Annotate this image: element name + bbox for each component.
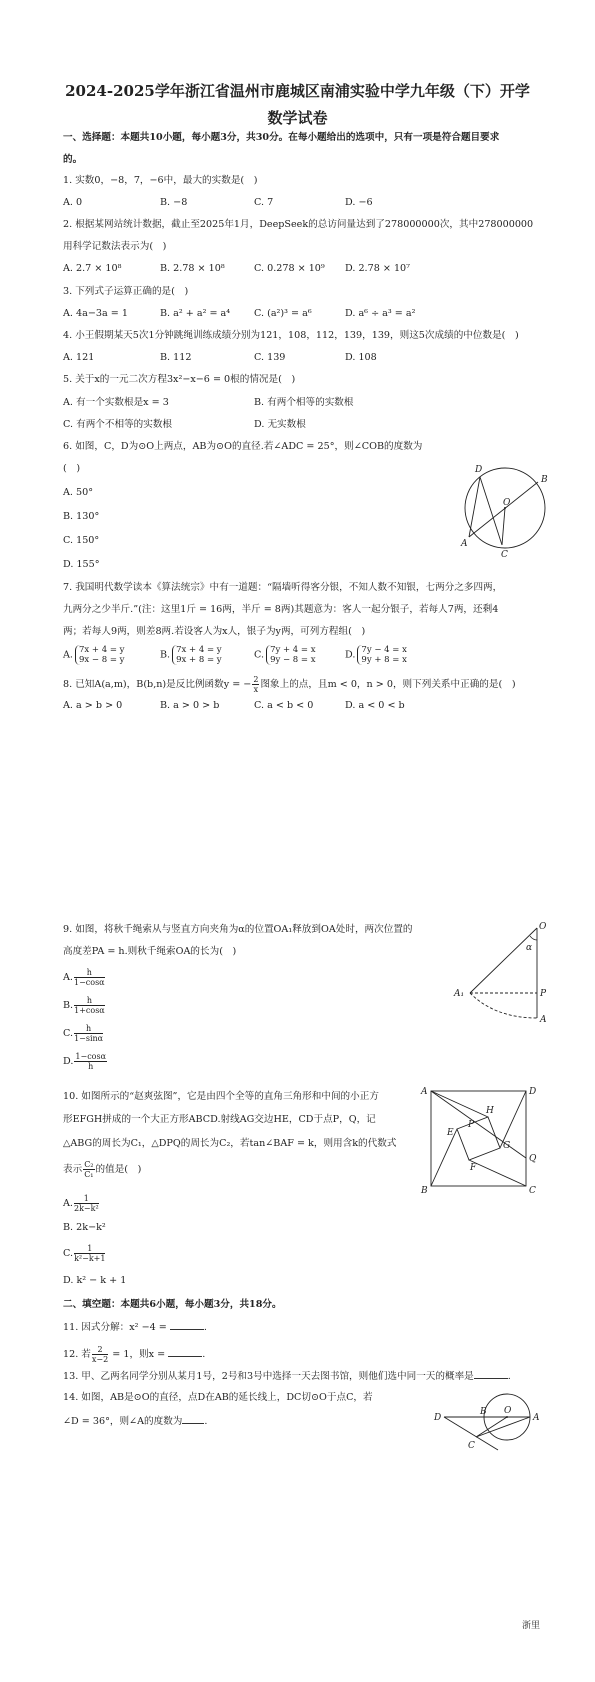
fig10-label-q: Q xyxy=(529,1154,537,1164)
q12-stem: 12. 若 $\frac{2}{x-2}$ = 1，则x = . xyxy=(63,1345,206,1364)
q8-option-d[interactable]: D. a < 0 < b xyxy=(345,700,405,711)
fig14-label-o: O xyxy=(504,1406,512,1416)
q9-option-b[interactable]: B. $\frac{h}{1+\cos\alpha}$ xyxy=(63,996,105,1015)
fig10-label-e: E xyxy=(447,1128,454,1138)
q9-stem-cont: 高度差PA = h.则秋千绳索OA的长为( ) xyxy=(63,946,237,957)
q10-option-a[interactable]: A. $\frac{1}{\text{2k−k²}}$ xyxy=(63,1194,99,1213)
q7-d-system: 7y − 4 = x 9y + 8 = x xyxy=(357,645,406,665)
q1-option-a[interactable]: A. 0 xyxy=(63,197,83,208)
q7-stem: 7. 我国明代数学读本《算法统宗》中有一道题：“隔墙听得客分银，不知人数不知银，七两分之多四两， xyxy=(63,582,503,593)
fig9-label-p: P xyxy=(540,989,547,999)
q6-option-d[interactable]: D. 155° xyxy=(63,559,100,570)
fig9-label-alpha: α xyxy=(526,943,533,953)
q4-stem: 4. 小王假期某天5次1分钟跳绳训练成绩分别为121，108，112，139，139，则这5次成绩的中位数是( ) xyxy=(63,330,519,341)
q2-stem-cont: 用科学记数法表示为( ) xyxy=(63,241,167,252)
q7-option-c[interactable]: C. 7y + 4 = x 9y − 8 = x xyxy=(254,645,316,665)
fig14-label-b: B xyxy=(480,1407,487,1417)
q9-option-a[interactable]: A. $\frac{h}{1-\cos\alpha}$ xyxy=(63,968,105,987)
q7-stem-cont1: 九两分之少半斤.”(注：这里1斤 = 16两，半斤 = 8两)其题意为：客人一起分银子，若每人7两，还剩4 xyxy=(63,604,499,615)
section2-header: 二、填空题：本题共6小题，每小题3分，共18分。 xyxy=(63,1299,282,1310)
q9-stem: 9. 如图，将秋千绳索从与竖直方向夹角为α的位置OA₁释放到OA处时，两次位置的 xyxy=(63,924,413,935)
q1-option-d[interactable]: D. −6 xyxy=(345,197,373,208)
q10-option-d[interactable]: D. k² − k + 1 xyxy=(63,1275,127,1286)
section1-header-cont: 的。 xyxy=(63,154,83,165)
section1-header: 一、选择题：本题共10小题，每小题3分，共30分。在每小题给出的选项中，只有一项是符合题目要求 xyxy=(63,132,500,143)
fig10-label-d: D xyxy=(529,1087,537,1097)
q6-option-a[interactable]: A. 50° xyxy=(63,487,94,498)
fig6-label-o: O xyxy=(503,498,511,508)
q8-stem: 8. 已知A(a,m)，B(b,n)是反比例函数y = − $\frac{2}{x}$ 图象上的点，且m < 0，n > 0，则下列关系中正确的是( ) xyxy=(63,675,516,694)
q5-option-d[interactable]: D. 无实数根 xyxy=(254,419,306,430)
q6-stem-cont: ( ) xyxy=(63,463,81,474)
q3-option-b[interactable]: B. a² + a² = a⁴ xyxy=(160,308,231,319)
q3-option-c[interactable]: C. (a²)³ = a⁶ xyxy=(254,308,312,319)
q10-stem-cont1: 形EFGH拼成的一个大正方形ABCD.射线AG交边HE，CD于点P，Q，记 xyxy=(63,1114,376,1125)
q7-option-d[interactable]: D. 7y − 4 = x 9y + 8 = x xyxy=(345,645,407,665)
fig14-label-d: D xyxy=(434,1413,442,1423)
fig6-label-a: A xyxy=(461,539,468,549)
q3-option-d[interactable]: D. a⁶ ÷ a³ = a² xyxy=(345,308,416,319)
fig10-label-g: G xyxy=(503,1141,511,1151)
q10-stem-cont3: 表示 $\frac{\text{C₂}}{\text{C₁}}$ 的值是( ) xyxy=(63,1160,142,1179)
q6-stem: 6. 如图，C，D为⊙O上两点，AB为⊙O的直径.若∠ADC = 25°，则∠COB的度数为 xyxy=(63,441,423,452)
fig10-label-a: A xyxy=(421,1087,428,1097)
fig10-label-f: F xyxy=(470,1163,477,1173)
q5-option-a[interactable]: A. 有一个实数根是x = 3 xyxy=(63,397,169,408)
q12-answer-blank[interactable] xyxy=(168,1347,202,1357)
fig6-label-d: D xyxy=(475,465,483,475)
q10-option-b[interactable]: B. 2k−k² xyxy=(63,1222,106,1233)
fig9-label-a: A xyxy=(540,1015,547,1025)
q2-option-d[interactable]: D. 2.78 × 10⁷ xyxy=(345,263,411,274)
q4-option-b[interactable]: B. 112 xyxy=(160,352,192,363)
q10-option-c[interactable]: C. $\frac{1}{\text{k²−k+1}}$ xyxy=(63,1244,106,1263)
q4-option-d[interactable]: D. 108 xyxy=(345,352,377,363)
q14-answer-blank[interactable] xyxy=(182,1414,204,1424)
q7-b-system: 7x + 4 = y 9x + 8 = y xyxy=(172,645,221,665)
fig6-label-b: B xyxy=(541,475,548,485)
fig14-label-a: A xyxy=(533,1413,540,1423)
q2-option-a[interactable]: A. 2.7 × 10⁸ xyxy=(63,263,122,274)
q6-option-c[interactable]: C. 150° xyxy=(63,535,100,546)
q9-swing-figure xyxy=(450,918,550,1028)
fig10-label-c: C xyxy=(529,1186,536,1195)
fig10-label-b: B xyxy=(421,1186,428,1195)
fig14-label-c: C xyxy=(468,1441,475,1451)
q6-option-b[interactable]: B. 130° xyxy=(63,511,100,522)
q2-stem: 2. 根据某网站统计数据，截止至2025年1月，DeepSeek的总访问量达到了278000000次，其中278000000 xyxy=(63,219,534,230)
q6-circle-figure xyxy=(455,458,555,562)
fig10-label-h: H xyxy=(486,1106,494,1116)
exam-title-line2: 数学试卷 xyxy=(267,109,328,127)
exam-title-line1: 2024-2025学年浙江省温州市鹿城区南浦实验中学九年级（下）开学 xyxy=(65,82,530,100)
q1-option-c[interactable]: C. 7 xyxy=(254,197,274,208)
q9-option-d[interactable]: D. $\frac{1-\cos\alpha}{h}$ xyxy=(63,1052,107,1071)
q5-option-c[interactable]: C. 有两个不相等的实数根 xyxy=(63,419,173,430)
fig10-label-p: P xyxy=(468,1120,475,1130)
q14-stem: 14. 如图，AB是⊙O的直径，点D在AB的延长线上，DC切⊙O于点C，若 xyxy=(63,1392,373,1403)
q9-option-c[interactable]: C. $\frac{h}{1-\sin\alpha}$ xyxy=(63,1024,104,1043)
q4-option-a[interactable]: A. 121 xyxy=(63,352,95,363)
fig6-label-c: C xyxy=(501,550,508,560)
q4-option-c[interactable]: C. 139 xyxy=(254,352,286,363)
q8-option-a[interactable]: A. a > b > 0 xyxy=(63,700,123,711)
q2-option-c[interactable]: C. 0.278 × 10⁹ xyxy=(254,263,325,274)
fig9-label-o: O xyxy=(539,922,547,932)
q7-option-b[interactable]: B. 7x + 4 = y 9x + 8 = y xyxy=(160,645,222,665)
q13-answer-blank[interactable] xyxy=(474,1369,508,1379)
q1-stem: 1. 实数0，−8，7，−6中，最大的实数是( ) xyxy=(63,175,258,186)
q14-circle-figure xyxy=(430,1390,550,1460)
q10-stem-cont2: △ABG的周长为C₁，△DPQ的周长为C₂，若tan∠BAF = k，则用含k的代数式 xyxy=(63,1138,397,1149)
q3-stem: 3. 下列式子运算正确的是( ) xyxy=(63,286,189,297)
q7-c-system: 7y + 4 = x 9y − 8 = x xyxy=(266,645,315,665)
fig9-label-a1: A₁ xyxy=(454,989,465,999)
q10-stem: 10. 如图所示的“赵爽弦图”，它是由四个全等的直角三角形和中间的小正方 xyxy=(63,1091,379,1102)
q5-stem: 5. 关于x的一元二次方程3x²−x−6 = 0根的情况是( ) xyxy=(63,374,296,385)
page-footer: 浙里 xyxy=(522,1621,541,1631)
q8-option-b[interactable]: B. a > 0 > b xyxy=(160,700,220,711)
q3-option-a[interactable]: A. 4a−3a = 1 xyxy=(63,308,128,319)
q7-a-system: 7x + 4 = y 9x − 8 = y xyxy=(75,645,124,665)
q11-stem: 11. 因式分解：x² −4 = . xyxy=(63,1322,207,1333)
q7-option-a[interactable]: A. 7x + 4 = y 9x − 8 = y xyxy=(63,645,125,665)
q5-option-b[interactable]: B. 有两个相等的实数根 xyxy=(254,397,354,408)
q2-option-b[interactable]: B. 2.78 × 10⁸ xyxy=(160,263,225,274)
q1-option-b[interactable]: B. −8 xyxy=(160,197,188,208)
q8-fraction: $\frac{2}{x}$ xyxy=(253,675,259,694)
q8-option-c[interactable]: C. a < b < 0 xyxy=(254,700,314,711)
q10-zhaoshuang-figure xyxy=(418,1085,548,1195)
q13-stem: 13. 甲、乙两名同学分别从某月1号，2号和3号中选择一天去图书馆，则他们选中同一天的概率是 . xyxy=(63,1371,511,1382)
q7-stem-cont2: 两；若每人9两，则差8两.若设客人为x人，银子为y两，可列方程组( ) xyxy=(63,626,366,637)
q11-answer-blank[interactable] xyxy=(170,1320,204,1330)
q14-stem-cont: ∠D = 36°，则∠A的度数为 . xyxy=(63,1416,208,1427)
